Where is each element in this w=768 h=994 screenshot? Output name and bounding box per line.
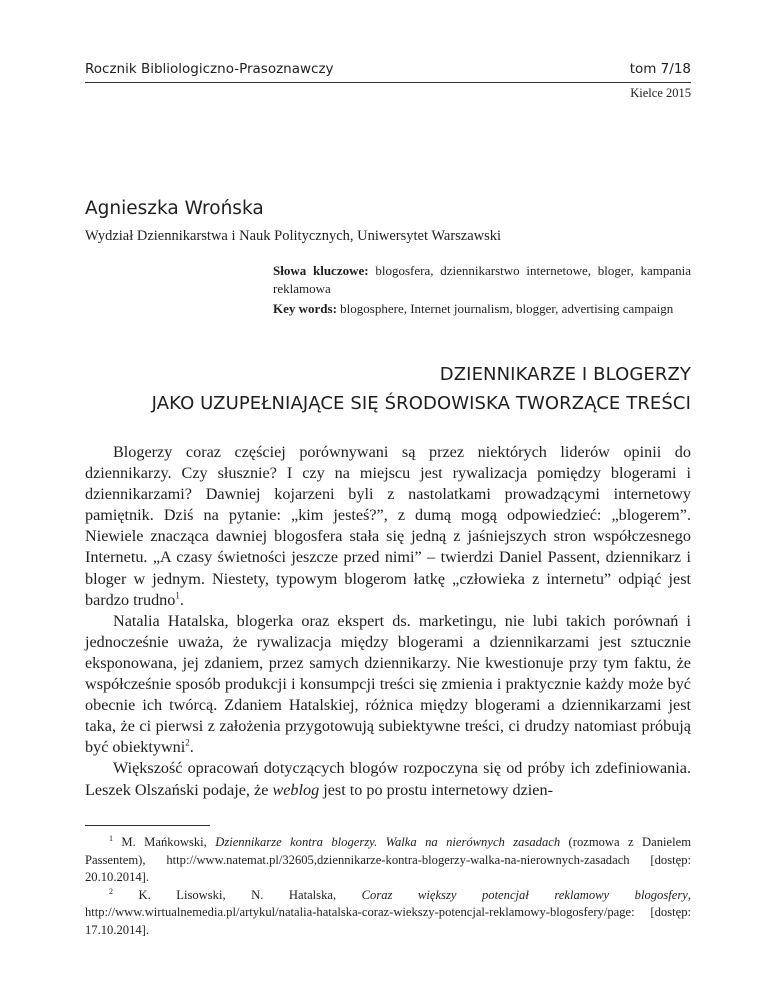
paragraph-3-start: Większość opracowań dotyczących blogów rozpoczyna się od próby ich zdefiniowania. Leszek Olszański podaje, że [85, 759, 691, 799]
footnote-2-pre: K. Lisowski, N. Hatalska, [113, 887, 362, 902]
footnote-1-post: (rozmowa z Danielem Passentem), http://www.natemat.pl/32605,dziennikarze-kontra-blogerzy-walka-na-nierownych-zasadach [dostęp: 20.10.2014]. [85, 835, 691, 884]
paragraph-3 [85, 758, 691, 800]
keywords-polish [273, 262, 691, 298]
article-title-line-2: JAKO UZUPEŁNIAJĄCE SIĘ ŚRODOWISKA TWORZĄCE TREŚCI [151, 393, 691, 414]
footnote-ref-2: 2 [185, 737, 190, 748]
keywords-polish-label: Słowa kluczowe: [273, 263, 369, 278]
paragraph-2-text: Natalia Hatalska, blogerka oraz ekspert ds. marketingu, nie lubi takich porównań i jednocześnie uważa, że rywalizacja między blogerami a dziennikarzami jest sztucznie eksponowana, jej zdaniem, przez samych dziennikarzy. Nie kwestionuje przy tym faktu, że współcześnie sposób produkcji i konsumpcji treści się zmienia i praktycznie każdy może być obecnie ich twórcą. Zdaniem Hatalskiej, różnica między blogerami a dziennikarzami jest taka, że ci pierwsi z założenia przygotowują subiektywne treści, ci drudzy natomiast próbują być obiektywni [85, 611, 691, 757]
keywords-english-label: Key words: [273, 301, 337, 316]
footnote-2-number: 2 [109, 886, 113, 896]
footnote-1-pre: M. Mańkowski, [113, 835, 216, 849]
footnote-ref-1: 1 [175, 590, 180, 601]
paragraph-1-text: Blogerzy coraz częściej porównywani są przez niektórych liderów opinii do dziennikarzy. Czy słusznie? I czy na miejscu jest rywalizacja pomiędzy blogerami i dziennikarzami? Dawniej kojarzeni byli z nastolatkami prowadzącymi internetowy pamiętnik. Dziś na pytanie: „kim jesteś?”, z dumą mogą odpowiedzieć: „blogerem”. Niewiele znacząca dawniej blogosfera stała się jedną z jaśniejszych stron współczesnego Internetu. „A czasy świetności jeszcze przed nimi” – twierdzi Daniel Passent, dziennikarz i bloger w jednym. Niestety, typowym blogerom łatkę „człowieka z internetu” odpiąć jest bardzo trudno [85, 443, 691, 609]
article-title-line-1: DZIENNIKARZE I BLOGERZY [439, 364, 691, 385]
author-affiliation: Wydział Dziennikarstwa i Nauk Politycznych, Uniwersytet Warszawski [85, 228, 502, 244]
paragraph-3-emphasis: weblog [272, 780, 320, 799]
keywords-english [273, 300, 691, 318]
footnotes [85, 834, 691, 939]
place-year: Kielce 2015 [630, 86, 691, 100]
footnote-2-title: Coraz większy potencjał reklamowy blogosfery [361, 887, 688, 902]
footnote-1-title: Dziennikarze kontra blogerzy. Walka na nierównych zasadach [215, 835, 561, 849]
paragraph-1-end: . [179, 590, 184, 609]
paragraph-1 [85, 442, 691, 611]
footnote-1 [85, 834, 691, 887]
paragraph-2-end: . [189, 738, 194, 757]
article-body [85, 442, 691, 801]
journal-name: Rocznik Bibliologiczno-Prasoznawczy [85, 61, 334, 77]
footnote-rule [85, 825, 210, 826]
author-name: Agnieszka Wrońska [85, 198, 264, 219]
footnote-1-number: 1 [109, 833, 113, 843]
volume-number: tom 7/18 [629, 61, 691, 77]
paragraph-3-rest: jest to po prostu internetowy dzien- [319, 780, 553, 799]
footnote-2 [85, 887, 691, 940]
header-rule [85, 82, 691, 83]
keywords-polish-text: blogosfera, dziennikarstwo internetowe, bloger, kampania reklamowa [273, 263, 691, 296]
footnote-2-post: , http://www.wirtualnemedia.pl/artykul/natalia-hatalska-coraz-wiekszy-potencjal-reklamowy-blogosfery/page: [dostęp: 17.10.2014]. [85, 887, 691, 937]
paragraph-2 [85, 611, 691, 759]
keywords-english-text: blogosphere, Internet journalism, blogger, advertising campaign [336, 301, 674, 316]
